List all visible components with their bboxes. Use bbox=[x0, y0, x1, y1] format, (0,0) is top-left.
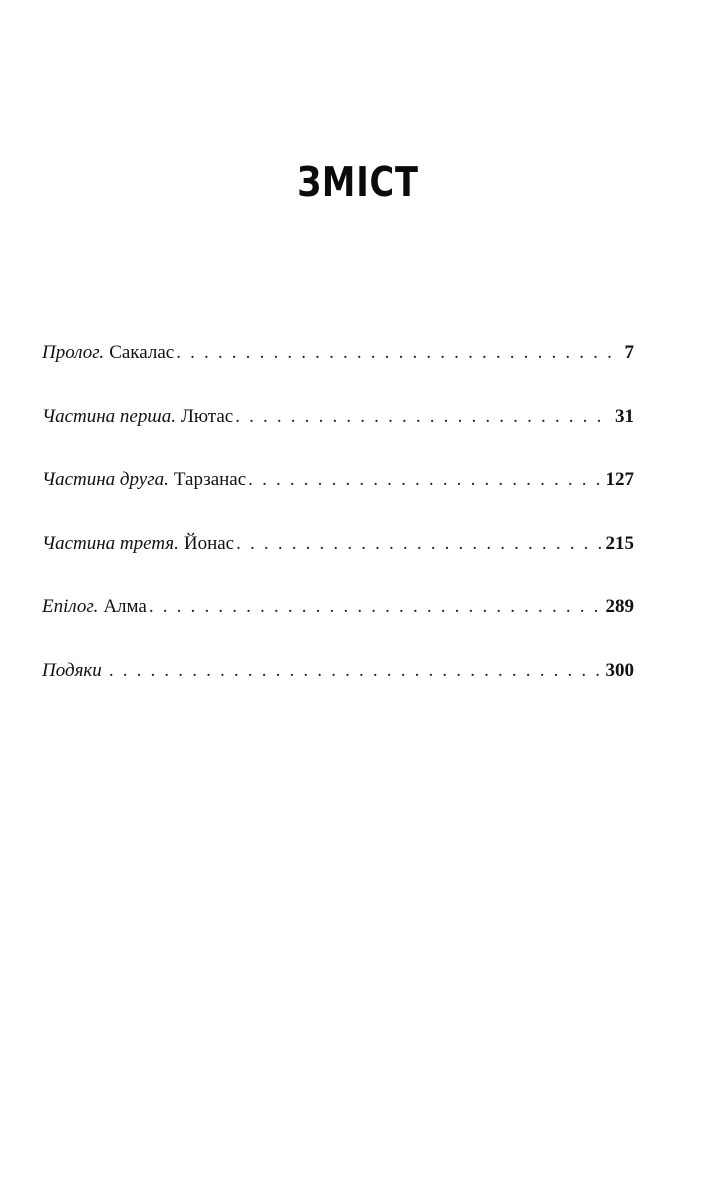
page-title: ЗМІСТ bbox=[297, 158, 419, 206]
toc-entry-page: 127 bbox=[605, 469, 634, 490]
dot-leader bbox=[176, 334, 621, 372]
dot-leader bbox=[149, 588, 603, 626]
toc-entry-title: Йонас bbox=[183, 532, 235, 554]
table-of-contents bbox=[42, 334, 634, 715]
dot-leader bbox=[109, 652, 603, 690]
toc-entry-section: Епілог. bbox=[42, 596, 99, 617]
toc-entry-prologue bbox=[42, 334, 634, 398]
dot-leader bbox=[236, 525, 602, 563]
toc-entry-part-two bbox=[42, 461, 634, 525]
toc-entry-section: Пролог. bbox=[42, 342, 105, 363]
toc-entry-section: Частина друга. bbox=[42, 469, 169, 490]
dot-leader bbox=[248, 461, 602, 499]
toc-entry-title: Алма bbox=[103, 596, 147, 617]
toc-entry-page: 215 bbox=[605, 532, 634, 554]
toc-entry-title: Лютас bbox=[180, 405, 234, 427]
toc-entry-acknowledgements bbox=[42, 652, 634, 716]
toc-entry-page: 300 bbox=[605, 659, 634, 681]
toc-entry-page: 289 bbox=[605, 596, 634, 617]
toc-entry-section: Частина третя. bbox=[42, 532, 179, 554]
toc-entry-section: Подяки bbox=[42, 659, 102, 681]
toc-entry-part-three bbox=[42, 525, 634, 589]
toc-entry-part-one bbox=[42, 398, 634, 462]
toc-entry-title: Тарзанас bbox=[173, 469, 247, 490]
toc-entry-page: 7 bbox=[624, 342, 634, 363]
dot-leader bbox=[235, 398, 612, 436]
toc-entry-title: Сакалас bbox=[109, 342, 175, 363]
toc-entry-epilogue bbox=[42, 588, 634, 652]
toc-entry-page: 31 bbox=[615, 405, 634, 427]
toc-entry-section: Частина перша. bbox=[42, 405, 176, 427]
